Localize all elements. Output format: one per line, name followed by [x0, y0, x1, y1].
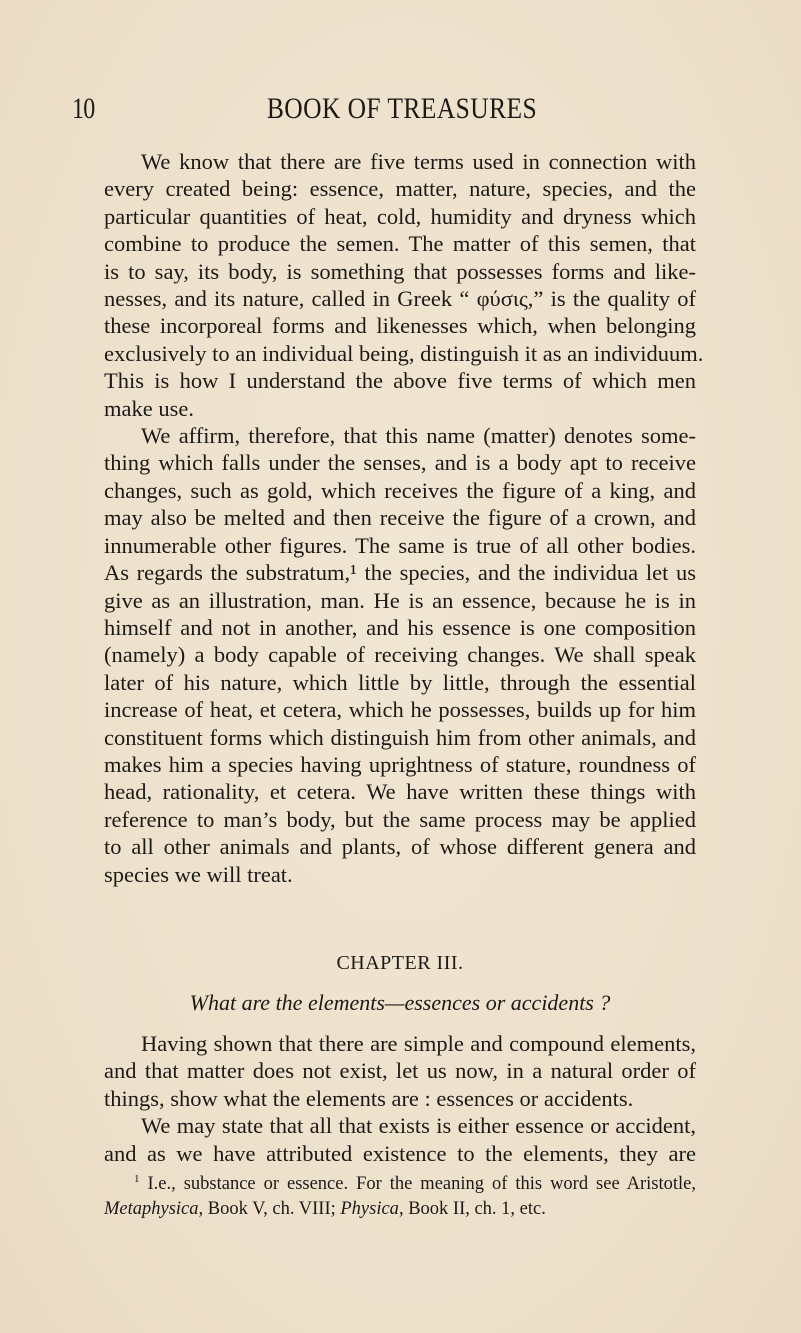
footnote — [104, 1172, 696, 1222]
text-line: We may state that all that exists is either essence or accident, — [141, 1113, 696, 1139]
text-line: nesses, and its nature, called in Greek “ φύσις,” is the quality of — [104, 286, 696, 312]
text-line: reference to man’s body, but the same process may be applied — [104, 806, 696, 832]
text-line: changes, such as gold, which receives the figure of a king, and — [104, 477, 696, 503]
text-line: particular quantities of heat, cold, humidity and dryness which — [104, 203, 696, 229]
text-line: and that matter does not exist, let us now, in a natural order of — [104, 1058, 696, 1084]
text-line: exclusively to an individual being, distinguish it as an individuum. — [104, 340, 704, 366]
text-line: We know that there are five terms used in connection with — [141, 149, 696, 174]
footnote-text: , Book V, ch. VIII; — [198, 1199, 341, 1219]
main-text — [104, 148, 704, 888]
footnote-marker: 1 — [134, 1172, 140, 1185]
footnote-text: I.e., substance or essence. For the meaning of this word see Aristotle, — [147, 1174, 696, 1194]
paragraph — [104, 1030, 696, 1112]
page-number: 10 — [72, 92, 95, 125]
text-line: We affirm, therefore, that this name (matter) denotes some- — [141, 423, 696, 449]
footnote-line — [104, 1197, 696, 1222]
text-line: is to say, its body, is something that possesses forms and like- — [104, 258, 696, 284]
footnote-text: , Book II, ch. 1, etc. — [398, 1199, 546, 1219]
text-line: combine to produce the semen. The matter of this semen, that — [104, 231, 696, 257]
work-title: Metaphysica — [104, 1199, 199, 1219]
text-line: constituent forms which distinguish him from other animals, and — [104, 724, 696, 750]
text-line: to all other animals and plants, of whose different genera and — [104, 834, 696, 860]
text-line: As regards the substratum,¹ the species, and the individua let us — [104, 560, 696, 586]
text-line: This is how I understand the above five terms of which men — [104, 368, 696, 394]
footnote-line — [104, 1172, 696, 1197]
work-title: Physica — [340, 1199, 399, 1219]
text-line: every created being: essence, matter, nature, species, and the — [104, 176, 696, 202]
text-line: head, rationality, et cetera. We have written these things with — [104, 779, 696, 805]
text-line: give as an illustration, man. He is an essence, because he is in — [104, 587, 696, 613]
text-line: may also be melted and then receive the figure of a crown, and — [104, 505, 696, 531]
text-line: innumerable other figures. The same is true of all other bodies. — [104, 532, 696, 558]
text-line: species we will treat. — [104, 861, 293, 887]
text-line: thing which falls under the senses, and is a body apt to receive — [104, 450, 696, 476]
text-line: and as we have attributed existence to the elements, they are — [104, 1140, 696, 1166]
text-line: himself and not in another, and his essence is one composition — [104, 614, 696, 640]
paragraph — [104, 1112, 696, 1167]
page-header — [72, 92, 732, 132]
text-line: increase of heat, et cetera, which he possesses, builds up for him — [104, 697, 696, 723]
chapter-heading: CHAPTER III. — [336, 952, 464, 974]
text-line: make use. — [104, 395, 194, 421]
text-line: (namely) a body capable of receiving changes. We shall speak — [104, 642, 696, 668]
running-title: BOOK OF TREASURES — [266, 92, 538, 125]
chapter-text — [104, 1030, 696, 1167]
chapter-subtitle: What are the elements—essences or accidents ? — [189, 990, 611, 1015]
text-line: makes him a species having uprightness of stature, roundness of — [104, 751, 696, 777]
paragraph — [104, 422, 696, 888]
text-line: Having shown that there are simple and compound elements, — [141, 1031, 696, 1056]
text-line: things, show what the elements are : essences or accidents. — [104, 1085, 634, 1111]
text-line: these incorporeal forms and likenesses which, when belonging — [104, 313, 696, 339]
text-line: later of his nature, which little by little, through the essential — [104, 669, 696, 695]
paragraph — [104, 148, 704, 422]
